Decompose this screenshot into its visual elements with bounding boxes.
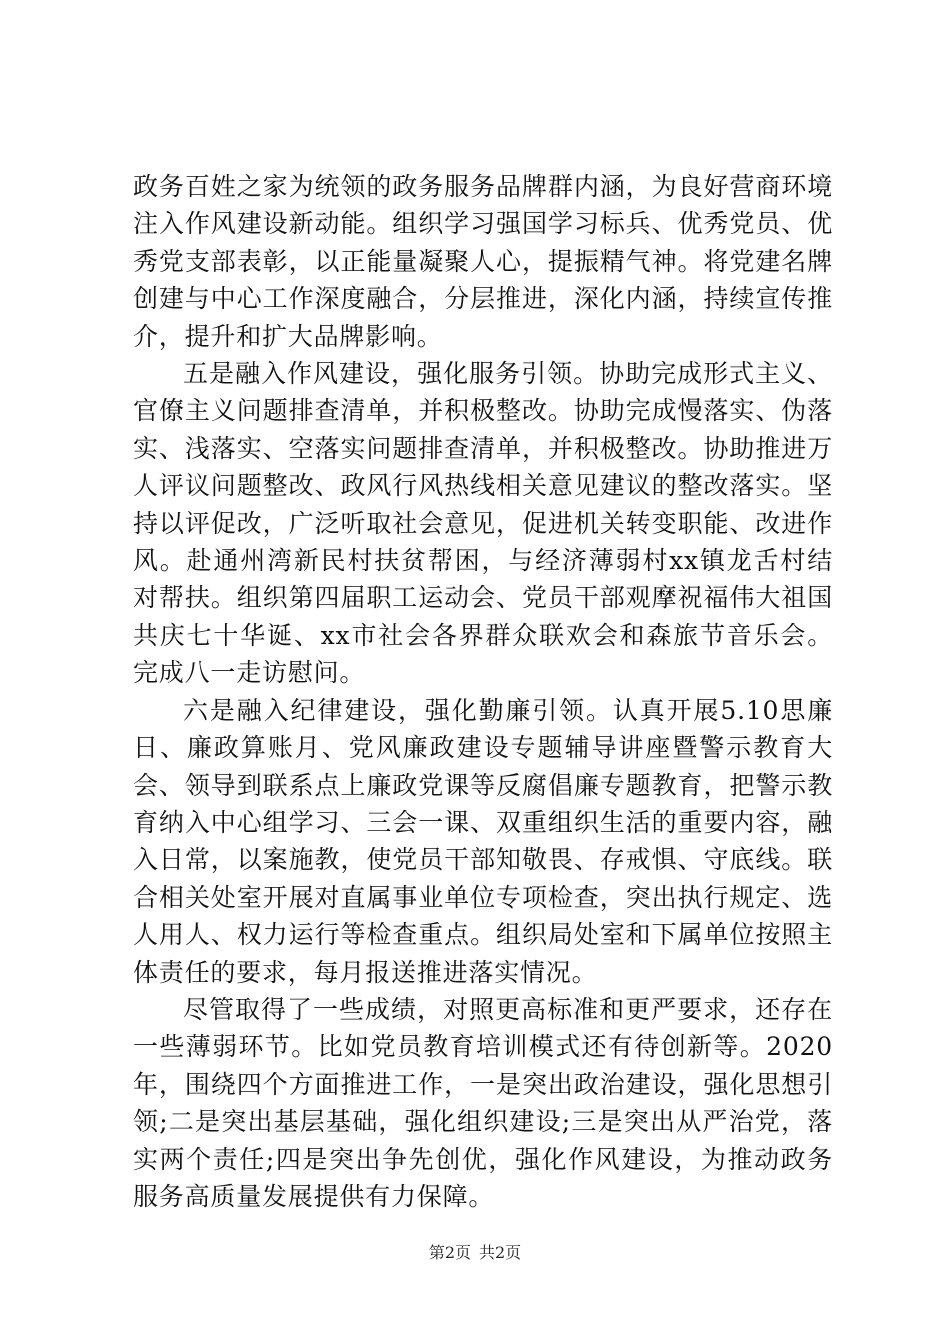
page-number-total: 共2页 [479,1243,522,1262]
paragraph-brand-building: 政务百姓之家为统领的政务服务品牌群内涵，为良好营商环境注入作风建设新动能。组织学习强国学习标兵、优秀党员、优秀党支部表彰，以正能量凝聚人心，提振精气神。将党建名牌创建与中心工作深度融合，分层推进，深化内涵，持续宣传推介，提升和扩大品牌影响。 [133,172,833,351]
document-body [133,168,833,1215]
paragraph-summary: 尽管取得了一些成绩，对照更高标准和更严要求，还存在一些薄弱环节。比如党员教育培训模式还有待创新等。2020年，围绕四个方面推进工作，一是突出政治建设，强化思想引领;二是突出基层基础，强化组织建设;三是突出从严治党，落实两个责任;四是突出争先创优，强化作风建设，为推动政务服务高质量发展提供有力保障。 [133,994,833,1211]
page-footer [0,1243,950,1263]
page-number-current: 第2页 [428,1243,471,1262]
paragraph-discipline: 六是融入纪律建设，强化勤廉引领。认真开展5.10思廉日、廉政算账月、党风廉政建设专题辅导讲座暨警示教育大会、领导到联系点上廉政党课等反腐倡廉专题教育，把警示教育纳入中心组学习、三会一课、双重组织生活的重要内容，融入日常，以案施教，使党员干部知敬畏、存戒惧、守底线。联合相关处室开展对直属事业单位专项检查，突出执行规定、选人用人、权力运行等检查重点。组织局处室和下属单位按照主体责任的要求，每月报送推进落实情况。 [133,695,833,987]
paragraph-work-style: 五是融入作风建设，强化服务引领。协助完成形式主义、官僚主义问题排查清单，并积极整改。协助完成慢落实、伪落实、浅落实、空落实问题排查清单，并积极整改。协助推进万人评议问题整改、政风行风热线相关意见建议的整改落实。坚持以评促改，广泛听取社会意见，促进机关转变职能、改进作风。赴通州湾新民村扶贫帮困，与经济薄弱村xx镇龙舌村结对帮扶。组织第四届职工运动会、党员干部观摩祝福伟大祖国共庆七十华诞、xx市社会各界群众联欢会和森旅节音乐会。完成八一走访慰问。 [133,359,833,688]
